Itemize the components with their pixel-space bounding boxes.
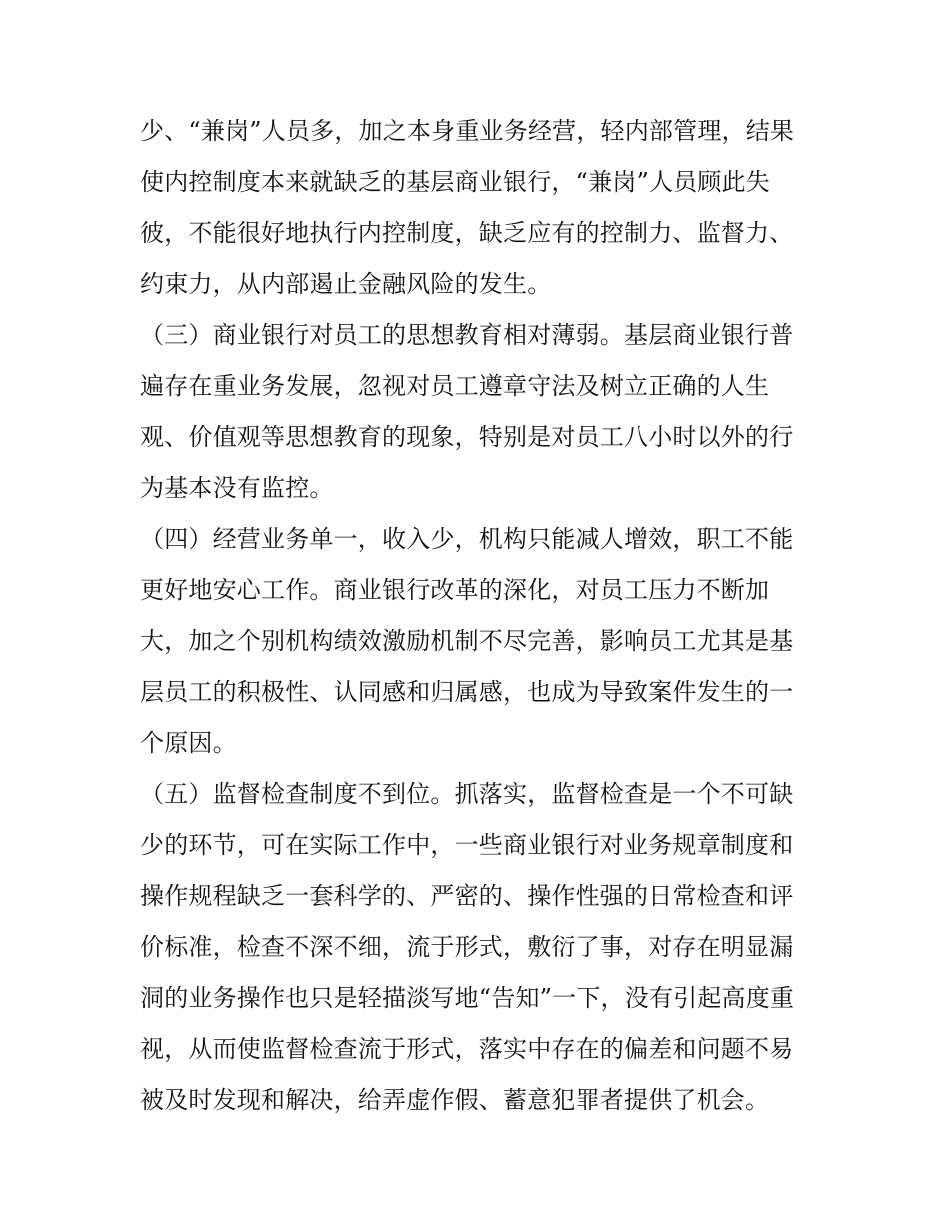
text-line-5: （三）商业银行对员工的思想教育相对薄弱。基层商业银行普 [140, 321, 794, 349]
text-line-4: 约束力，从内部遏止金融风险的发生。 [140, 270, 552, 298]
text-line-19: 视，从而使监督检查流于形式，落实中存在的偏差和问题不易 [140, 1035, 794, 1063]
text-line-8: 为基本没有监控。 [140, 474, 334, 502]
text-line-18: 洞的业务操作也只是轻描淡写地“告知”一下，没有引起高度重 [140, 984, 795, 1012]
text-line-15: 少的环节，可在实际工作中，一些商业银行对业务规章制度和 [140, 831, 794, 859]
text-line-2: 使内控制度本来就缺乏的基层商业银行，“兼岗”人员顾此失 [140, 168, 770, 196]
text-line-17: 价标准，检查不深不细，流于形式，敷衍了事，对存在明显漏 [140, 933, 794, 961]
text-line-11: 大，加之个别机构绩效激励机制不尽完善，影响员工尤其是基 [140, 627, 794, 655]
text-line-14: （五）监督检查制度不到位。抓落实，监督检查是一个不可缺 [140, 780, 794, 808]
text-line-1: 少、“兼岗”人员多，加之本身重业务经营，轻内部管理，结果 [140, 117, 795, 145]
text-line-6: 遍存在重业务发展，忽视对员工遵章守法及树立正确的人生 [140, 372, 770, 400]
text-line-20: 被及时发现和解决，给弄虚作假、蓄意犯罪者提供了机会。 [140, 1086, 770, 1114]
text-line-7: 观、价值观等思想教育的现象，特别是对员工八小时以外的行 [140, 423, 794, 451]
text-line-13: 个原因。 [140, 729, 237, 757]
text-line-12: 层员工的积极性、认同感和归属感，也成为导致案件发生的一 [140, 678, 794, 706]
text-line-3: 彼，不能很好地执行内控制度，缺乏应有的控制力、监督力、 [140, 219, 794, 247]
document-body [140, 106, 816, 1126]
text-line-9: （四）经营业务单一，收入少，机构只能减人增效，职工不能 [140, 525, 794, 553]
text-line-10: 更好地安心工作。商业银行改革的深化，对员工压力不断加 [140, 576, 770, 604]
text-line-16: 操作规程缺乏一套科学的、严密的、操作性强的日常检查和评 [140, 882, 794, 910]
